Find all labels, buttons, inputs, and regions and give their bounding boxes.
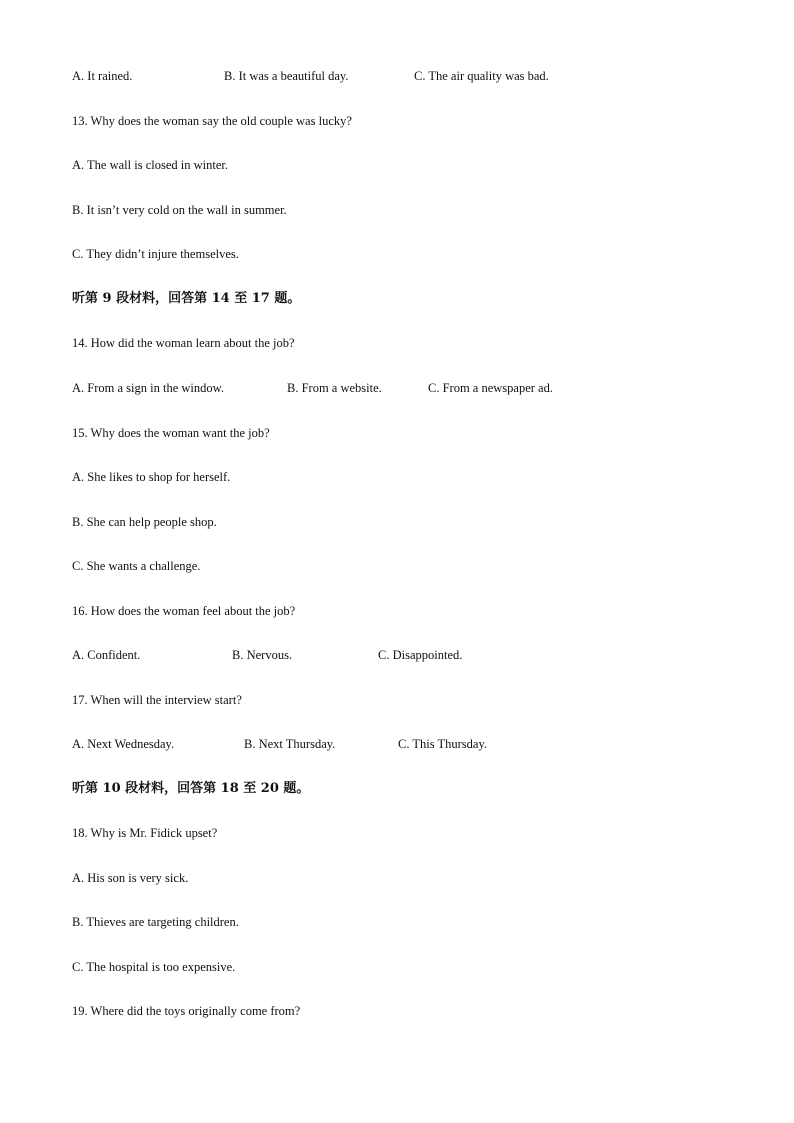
q13-option-b: B. It isn’t very cold on the wall in summer. — [72, 203, 287, 217]
q16-option-c: C. Disappointed. — [378, 648, 463, 662]
q15-question: 15. Why does the woman want the job? — [72, 426, 270, 440]
q19-question: 19. Where did the toys originally come from? — [72, 1004, 301, 1018]
q16-question: 16. How does the woman feel about the job? — [72, 604, 296, 618]
q16-option-b: B. Nervous. — [232, 648, 293, 662]
q13-option-c: C. They didn’t injure themselves. — [72, 247, 239, 261]
q13-question: 13. Why does the woman say the old couple was lucky? — [72, 114, 352, 128]
q14-option-c: C. From a newspaper ad. — [428, 381, 553, 395]
q15-option-c: C. She wants a challenge. — [72, 559, 201, 573]
q13-option-a: A. The wall is closed in winter. — [72, 158, 228, 172]
q17-option-c: C. This Thursday. — [398, 737, 488, 751]
q17-option-a: A. Next Wednesday. — [72, 737, 175, 751]
q12-option-b: B. It was a beautiful day. — [224, 69, 349, 83]
q17-question: 17. When will the interview start? — [72, 693, 242, 707]
section-9-heading: 听第 9 段材料，回答第 14 至 17 题。 — [72, 291, 301, 306]
q17-option-b: B. Next Thursday. — [244, 737, 336, 751]
q14-question: 14. How did the woman learn about the job? — [72, 336, 295, 350]
q18-option-c: C. The hospital is too expensive. — [72, 960, 236, 974]
q15-option-b: B. She can help people shop. — [72, 515, 217, 529]
q18-option-a: A. His son is very sick. — [72, 871, 189, 885]
q18-option-b: B. Thieves are targeting children. — [72, 915, 239, 929]
q16-option-a: A. Confident. — [72, 648, 141, 662]
q15-option-a: A. She likes to shop for herself. — [72, 470, 231, 484]
q14-option-a: A. From a sign in the window. — [72, 381, 224, 395]
section-10-heading: 听第 10 段材料，回答第 18 至 20 题。 — [72, 781, 310, 796]
q14-option-b: B. From a website. — [287, 381, 382, 395]
q18-question: 18. Why is Mr. Fidick upset? — [72, 826, 218, 840]
q12-option-c: C. The air quality was bad. — [414, 69, 549, 83]
q12-option-a: A. It rained. — [72, 69, 133, 83]
